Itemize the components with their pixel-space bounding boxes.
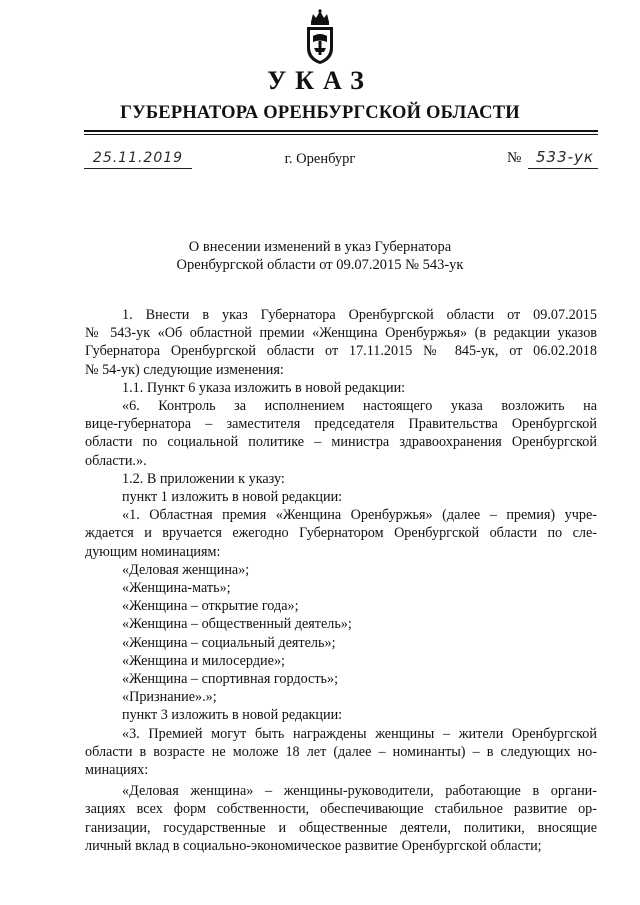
number-underline [528, 168, 598, 169]
body-line: № 54-ук) следующие изменения: [85, 361, 284, 378]
body-line: вице-губернатора – заместителя председателя Правительства Оренбургской [85, 416, 597, 433]
header-rule-thick [84, 130, 598, 132]
decree-number: 533-ук [536, 148, 594, 166]
body-line: Губернатора Оренбургской области от 17.11.2015 № 845-ук, от 06.02.2018 [85, 343, 597, 360]
decree-city: г. Оренбург [284, 151, 356, 167]
body-line: области.». [85, 452, 147, 469]
body-line: зациях всех форм собственности, обеспечивающие стабильное развитие ор- [85, 801, 597, 818]
body-line: области в возрасте не моложе 18 лет (далее – номинанты) – в следующих но- [85, 743, 597, 760]
body-line: «6. Контроль за исполнением настоящего указа возложить на [122, 398, 597, 415]
body-line: 1.2. В приложении к указу: [122, 470, 285, 487]
body-line: «Деловая женщина» – женщины-руководители, работающие в органи- [122, 783, 597, 800]
body-line: области по социальной политике – министра здравоохранения Оренбургской [85, 434, 597, 451]
body-line: ждается и вручается ежегодно Губернатором Оренбургской области по сле- [85, 525, 597, 542]
date-underline [84, 168, 192, 169]
body-line: «Женщина и милосердие»; [122, 652, 285, 669]
document-title: УКАЗ [267, 66, 373, 95]
subject-line: О внесении изменений в указ Губернатора [188, 239, 452, 255]
subject-line: Оренбургской области от 09.07.2015 № 543-ук [176, 257, 464, 273]
body-line: «Деловая женщина»; [122, 561, 250, 578]
body-line: 1.1. Пункт 6 указа изложить в новой редакции: [122, 379, 406, 396]
body-line: «Признание».»; [122, 689, 217, 706]
body-line: личный вклад в социально-экономическое развитие Оренбургской области; [85, 837, 542, 854]
document-subtitle: ГУБЕРНАТОРА ОРЕНБУРГСКОЙ ОБЛАСТИ [120, 103, 520, 123]
body-line: минациях: [85, 762, 149, 779]
body-line: 1. Внести в указ Губернатора Оренбургской области от 09.07.2015 [122, 307, 597, 323]
body-line: ганизации, государственные и общественные деятели, политики, вносящие [85, 819, 597, 836]
decree-date: 25.11.2019 [92, 150, 184, 166]
body-line: пункт 1 изложить в новой редакции: [122, 489, 343, 506]
body-line: «Женщина – общественный деятель»; [122, 616, 352, 633]
body-line: дующим номинациям: [85, 543, 221, 560]
header-rule-thin [84, 134, 598, 135]
number-sign: № [507, 150, 522, 166]
body-line: пункт 3 изложить в новой редакции: [122, 707, 343, 724]
body-line: «Женщина – спортивная гордость»; [122, 671, 339, 688]
decree-subject [0, 238, 640, 274]
body-line: № 543-ук «Об областной премии «Женщина Оренбуржья» (в редакции указов [85, 325, 597, 342]
decree-body [85, 306, 597, 855]
body-line: «1. Областная премия «Женщина Оренбуржья» (далее – премия) учре- [122, 507, 597, 524]
body-line: «Женщина – открытие года»; [122, 598, 299, 615]
coat-of-arms-icon [302, 8, 338, 66]
body-line: «Женщина-мать»; [122, 580, 231, 597]
body-line: «3. Премией могут быть награждены женщины – жители Оренбургской [122, 725, 597, 742]
body-line: «Женщина – социальный деятель»; [122, 634, 336, 651]
